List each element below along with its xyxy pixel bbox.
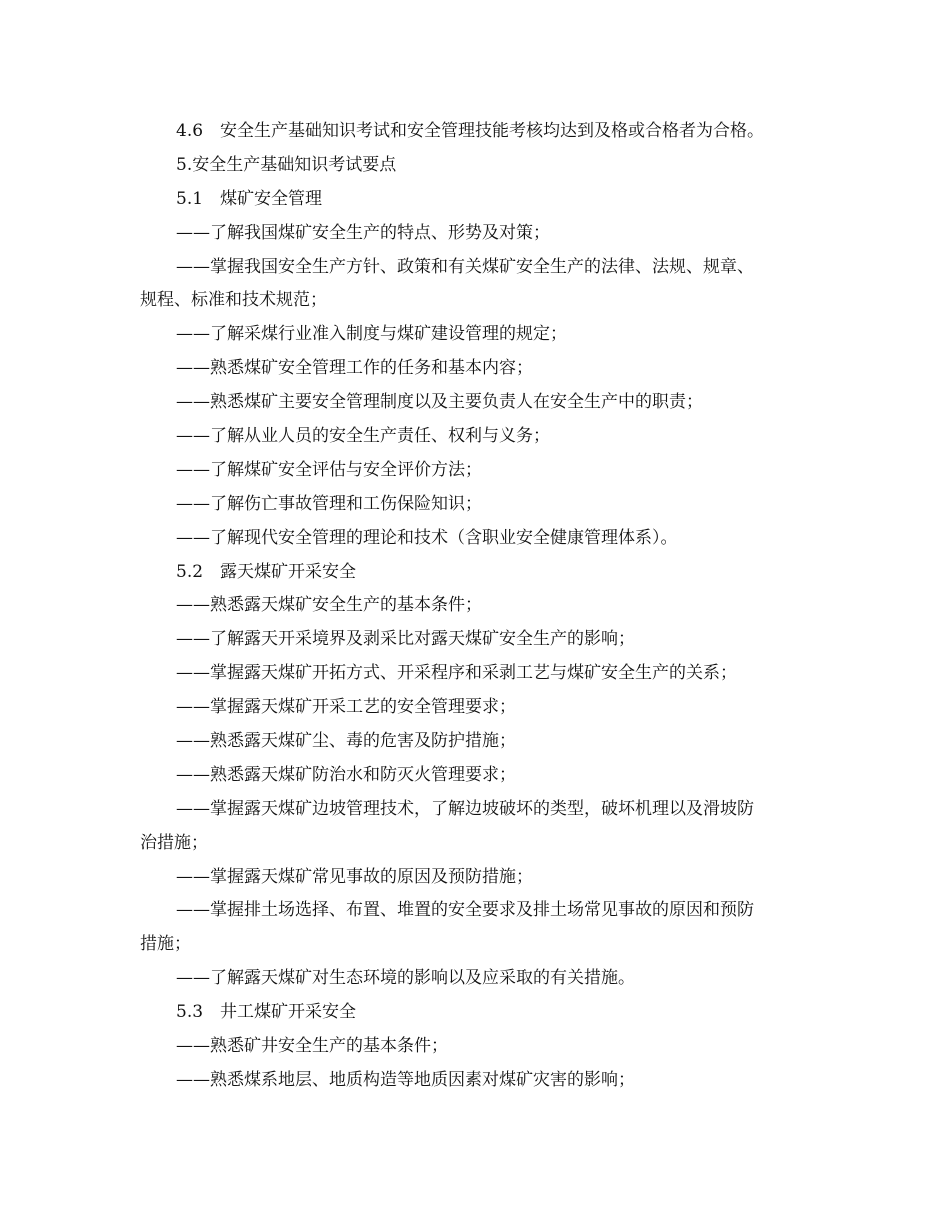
text-line: ——掌握露天煤矿边坡管理技术，了解边坡破坏的类型，破坏机理以及滑坡防 xyxy=(176,798,754,819)
text-line: ——了解现代安全管理的理论和技术（含职业安全健康管理体系）。 xyxy=(176,527,678,548)
text-line: ——熟悉露天煤矿尘、毒的危害及防护措施； xyxy=(176,731,516,752)
text-line: ——熟悉煤矿安全管理工作的任务和基本内容； xyxy=(176,358,533,379)
document-body xyxy=(140,115,820,1098)
text-line: 治措施； xyxy=(140,832,208,853)
text-line: ——了解煤矿安全评估与安全评价方法； xyxy=(176,459,482,480)
text-line: ——熟悉露天煤矿安全生产的基本条件； xyxy=(176,595,482,616)
text-line: 措施； xyxy=(140,934,191,955)
text-line: 5.1 煤矿安全管理 xyxy=(176,188,323,209)
text-line: 5.3 井工煤矿开采安全 xyxy=(176,1002,357,1023)
text-line: 5.2 露天煤矿开采安全 xyxy=(176,561,357,582)
text-line: ——掌握我国安全生产方针、政策和有关煤矿安全生产的法律、法规、规章、 xyxy=(176,256,754,277)
text-line: ——掌握排土场选择、布置、堆置的安全要求及排土场常见事故的原因和预防 xyxy=(176,900,754,921)
text-line: ——掌握露天煤矿开拓方式、开采程序和采剥工艺与煤矿安全生产的关系； xyxy=(176,663,737,684)
text-line: ——熟悉矿井安全生产的基本条件； xyxy=(176,1036,448,1057)
text-line: ——掌握露天煤矿开采工艺的安全管理要求； xyxy=(176,697,516,718)
text-line: ——熟悉露天煤矿防治水和防灭火管理要求； xyxy=(176,764,516,785)
text-line: ——了解采煤行业准入制度与煤矿建设管理的规定； xyxy=(176,324,567,345)
text-line: ——熟悉煤矿主要安全管理制度以及主要负责人在安全生产中的职责； xyxy=(176,392,703,413)
text-line: ——了解露天煤矿对生态环境的影响以及应采取的有关措施。 xyxy=(176,968,635,989)
text-line: ——了解伤亡事故管理和工伤保险知识； xyxy=(176,493,482,514)
text-line: 4.6 安全生产基础知识考试和安全管理技能考核均达到及格或合格者为合格。 xyxy=(176,121,765,141)
text-line: ——掌握露天煤矿常见事故的原因及预防措施； xyxy=(176,866,533,887)
text-line: ——了解我国煤矿安全生产的特点、形势及对策； xyxy=(176,222,550,243)
text-line: 规程、标准和技术规范； xyxy=(140,290,327,311)
text-line: ——了解露天开采境界及剥采比对露天煤矿安全生产的影响； xyxy=(176,629,635,650)
text-line: ——熟悉煤系地层、地质构造等地质因素对煤矿灾害的影响； xyxy=(176,1069,635,1090)
text-line: ——了解从业人员的安全生产责任、权利与义务； xyxy=(176,426,550,447)
text-line: 5.安全生产基础知识考试要点 xyxy=(176,154,397,175)
